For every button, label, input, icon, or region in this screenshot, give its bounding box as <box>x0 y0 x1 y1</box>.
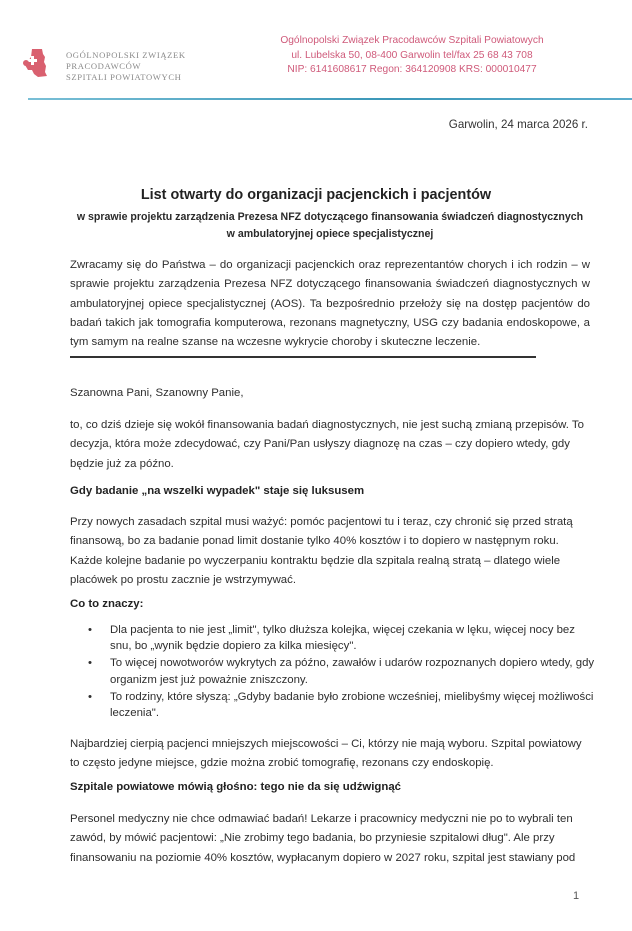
paragraph-3: Najbardziej cierpią pacjenci mniejszych miejscowości – Ci, którzy nie mają wyboru. Szpital powiatowy to często jedyne miejsce, gdzie można zrobić tomografię, rezonans czy endoskopię. <box>70 738 582 770</box>
org-address: ul. Lubelska 50, 08-400 Garwolin tel/fax 25 68 43 708 <box>291 49 533 61</box>
list-item-text: Dla pacjenta to nie jest „limit", tylko dłuższa kolejka, więcej czekania w lęku, więcej nocy bez snu, bo „wynik będzie dopiero za kilka miesięcy". <box>110 624 575 653</box>
letter-date: Garwolin, 24 marca 2026 r. <box>448 118 588 131</box>
list-item <box>88 622 598 654</box>
paragraph-2: Przy nowych zasadach szpital musi ważyć: pomóc pacjentowi tu i teraz, czy chronić się przed stratą finansową, bo za badanie ponad limit dostanie tylko 40% kosztów i to dopiero w następnym roku. Każde kolejne badanie po wyczerpaniu kontraktu będzie dla szpitala realną stratą – dlatego wiele placówek po prostu zacznie je wstrzymywać. <box>70 516 573 586</box>
organization-logo-text <box>66 50 186 83</box>
organization-logo-icon <box>22 48 48 78</box>
header-divider <box>28 98 632 100</box>
salutation: Szanowna Pani, Szanowny Panie, <box>70 387 244 399</box>
organization-contact-info <box>262 34 562 78</box>
list-item-text: To rodziny, które słyszą: „Gdyby badanie było zrobione wcześniej, mielibyśmy więcej możliwości leczenia". <box>110 690 594 720</box>
logo-line: PRACODAWCÓW <box>66 61 142 71</box>
org-registration: NIP: 6141608617 Regon: 364120908 KRS: 000010477 <box>287 64 537 75</box>
list-item <box>88 689 598 721</box>
page-number: 1 <box>573 890 580 902</box>
paragraph-4: Personel medyczny nie chce odmawiać badań! Lekarze i pracownicy medyczni nie po to wybrali ten zawód, by mówić pacjentowi: „Nie zrobimy tego badania, bo przyniesie szpitalowi dług". Ale przy finansowaniu na poziomie 40% kosztów, wypłacanym dopiero w 2027 roku, szpital jest stawiany pod <box>70 813 576 864</box>
letter-subtitle <box>60 209 600 243</box>
bullet-icon: • <box>88 624 92 636</box>
section-heading-1: Gdy badanie „na wszelki wypadek" staje się luksusem <box>70 485 365 497</box>
paragraph-1: to, co dziś dzieje się wokół finansowania badań diagnostycznych, nie jest suchą zmianą przepisów. To decyzja, która może zdecydować, czy Pani/Pan usłyszy diagnozę na czas – czy dopiero wtedy, gdy będzie już za późno. <box>70 419 584 470</box>
section-heading-2: Co to znaczy: <box>70 598 144 610</box>
logo-line: SZPITALI POWIATOWYCH <box>66 72 182 82</box>
bullet-icon: • <box>88 657 92 670</box>
letter-title: List otwarty do organizacji pacjenckich i pacjentów <box>140 187 492 203</box>
list-item-text: To więcej nowotworów wykrytych za późno, zawałów i udarów rozpoznanych dopiero wtedy, gdy organizm jest już poważnie zniszczony. <box>110 657 595 686</box>
section-heading-3: Szpitale powiatowe mówią głośno: tego nie da się udźwignąć <box>70 781 402 793</box>
org-name: Ogólnopolski Związek Pracodawców Szpitali Powiatowych <box>280 35 544 46</box>
logo-line: OGÓLNOPOLSKI ZWIĄZEK <box>66 50 186 60</box>
intro-divider <box>70 356 536 358</box>
list-item <box>88 655 598 687</box>
intro-paragraph: Zwracamy się do Państwa – do organizacji pacjenckich oraz reprezentantów chorych i ich rodzin – w sprawie projektu zarządzenia Prezesa NFZ dotyczącego finansowania świadczeń diagnostycznych w ambulatoryjnej opiece specjalistycznej (AOS). Ta bezpośrednio przełoży się na dostęp pacjentów do badań takich jak tomografia komputerowa, rezonans magnetyczny, USG czy badania endoskopowe, a tym samym na realne szanse na wczesne wykrycie choroby i skuteczne leczenie. <box>70 259 590 349</box>
bullet-icon: • <box>88 690 92 703</box>
subtitle-line: w sprawie projektu zarządzenia Prezesa NFZ dotyczącego finansowania świadczeń diagnostycznych <box>76 211 584 223</box>
consequences-list <box>88 622 598 722</box>
subtitle-line: w ambulatoryjnej opiece specjalistycznej <box>226 228 434 240</box>
